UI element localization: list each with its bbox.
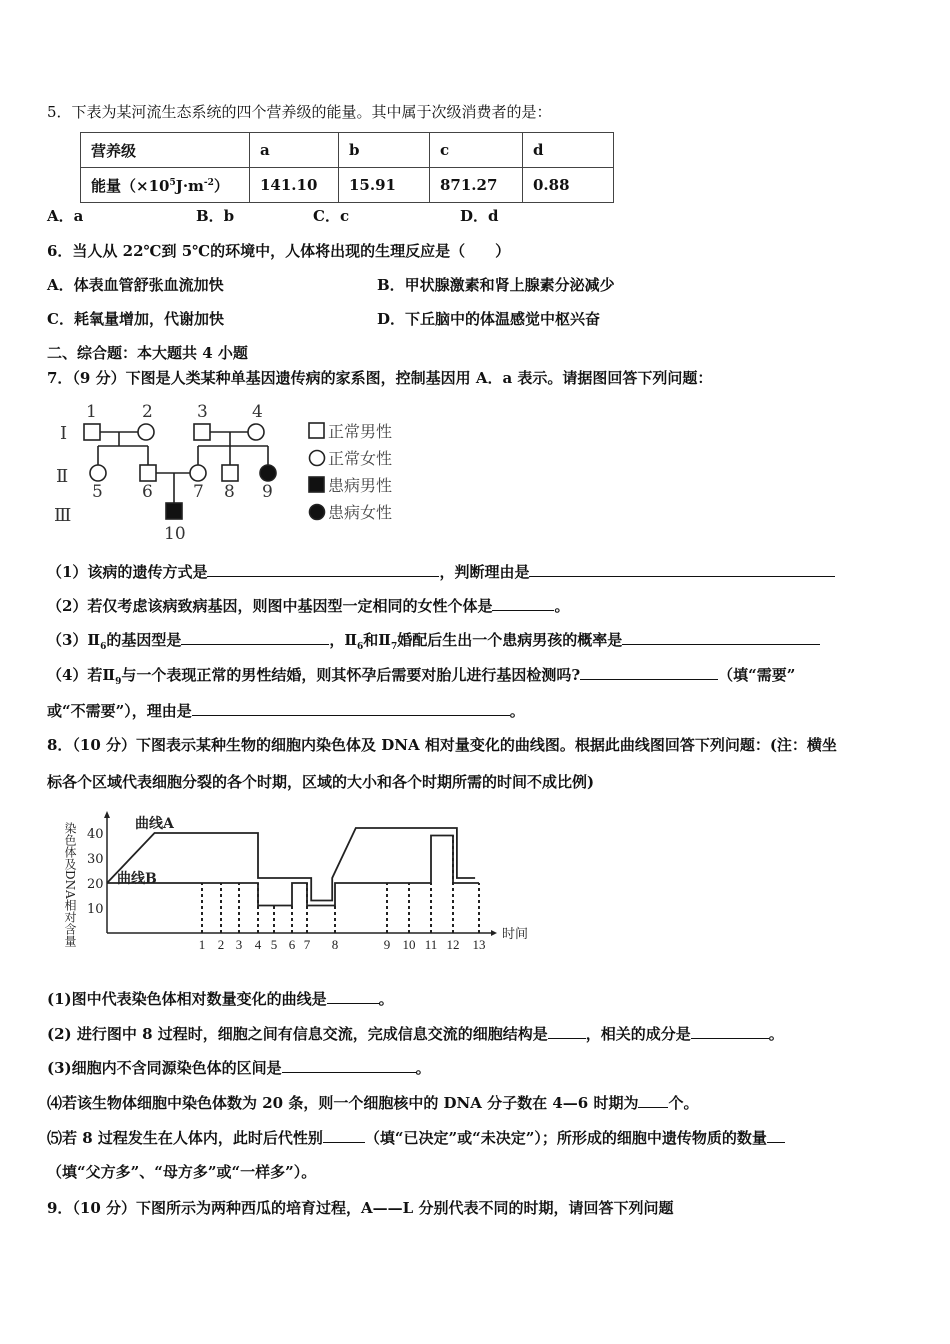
pedigree-chart bbox=[40, 395, 440, 545]
text: (1)图中代表染色体相对数量变化的曲线是 bbox=[47, 990, 327, 1008]
x-tick-label: 2 bbox=[217, 937, 225, 952]
q8-sub5 bbox=[47, 1128, 785, 1148]
text: 。 bbox=[554, 597, 570, 615]
x-tick-label: 4 bbox=[254, 937, 262, 952]
energy-table bbox=[80, 132, 614, 203]
x-tick-label: 6 bbox=[288, 937, 296, 952]
text: 。 bbox=[378, 990, 394, 1008]
male-normal-icon bbox=[140, 465, 156, 481]
y-tick-label: 10 bbox=[87, 902, 104, 917]
answer-blank[interactable] bbox=[548, 1024, 586, 1039]
y-tick-label: 40 bbox=[87, 827, 104, 842]
text: 。 bbox=[509, 702, 525, 720]
x-tick-label: 10 bbox=[402, 937, 416, 952]
generation-label: Ⅱ bbox=[56, 466, 69, 487]
x-tick-label: 7 bbox=[303, 937, 311, 952]
q7-sub4-cont bbox=[47, 701, 525, 721]
q8-sub3 bbox=[47, 1058, 431, 1078]
answer-blank[interactable] bbox=[580, 665, 718, 680]
individual-number: 7 bbox=[193, 482, 204, 502]
row-label: 能量（×10 bbox=[91, 176, 170, 195]
curve-a-line bbox=[107, 828, 475, 901]
y-tick-label: 20 bbox=[87, 877, 104, 892]
subscript: 7 bbox=[390, 642, 398, 652]
x-axis-label: 时间 bbox=[502, 927, 529, 942]
option-d: D．d bbox=[460, 207, 499, 225]
text: ，判断理由是 bbox=[439, 563, 530, 581]
individual-number: 6 bbox=[142, 482, 153, 502]
curve-b-line bbox=[107, 836, 479, 906]
text: （4）若Ⅱ bbox=[47, 666, 116, 684]
legend-label: 正常男性 bbox=[328, 422, 393, 441]
q6-stem: 6．当人从 22℃到 5℃的环境中，人体将出现的生理反应是（ ） bbox=[47, 242, 511, 260]
table-row bbox=[81, 168, 614, 203]
female-normal-icon bbox=[190, 465, 206, 481]
q5-stem: 5．下表为某河流生态系统的四个营养级的能量。其中属于次级消费者的是： bbox=[47, 103, 552, 121]
option-b: B．甲状腺激素和肾上腺素分泌减少 bbox=[377, 276, 615, 294]
text: 和Ⅱ bbox=[363, 631, 391, 649]
answer-blank[interactable] bbox=[327, 989, 379, 1004]
text: 。 bbox=[768, 1025, 784, 1043]
q8-stem-cont: 标各个区域代表细胞分裂的各个时期，区域的大小和各个时期所需的时间不成比例) bbox=[47, 773, 595, 791]
table-cell: 营养级 bbox=[81, 133, 250, 168]
q7-sub2 bbox=[47, 596, 569, 616]
table-cell: d bbox=[523, 133, 614, 168]
answer-blank[interactable] bbox=[207, 562, 439, 577]
female-normal-icon bbox=[90, 465, 106, 481]
x-tick-label: 5 bbox=[270, 937, 278, 952]
series-label-a: 曲线A bbox=[135, 816, 174, 832]
answer-blank[interactable] bbox=[492, 596, 554, 611]
x-axis-arrow-icon bbox=[491, 930, 497, 936]
text: 的基因型是 bbox=[106, 631, 182, 649]
text: ，相关的成分是 bbox=[585, 1025, 691, 1043]
legend-label: 患病男性 bbox=[328, 476, 393, 495]
individual-number: 2 bbox=[142, 402, 153, 422]
q8-sub4 bbox=[47, 1093, 698, 1113]
individual-number: 9 bbox=[262, 482, 273, 502]
individual-number: 5 bbox=[92, 482, 103, 502]
table-cell bbox=[81, 168, 250, 203]
legend-male-affected-icon bbox=[309, 477, 324, 492]
q9-stem: 9．（10 分）下图所示为两种西瓜的培育过程，A——L 分别代表不同的时期，请回答下列问题 bbox=[47, 1199, 674, 1217]
individual-number: 8 bbox=[224, 482, 235, 502]
subscript: 6 bbox=[100, 642, 107, 652]
text: 。 bbox=[415, 1059, 431, 1077]
text: 个。 bbox=[668, 1094, 699, 1112]
q8-sub1 bbox=[47, 989, 394, 1009]
text: ⑸若 8 过程发生在人体内，此时后代性别 bbox=[47, 1129, 323, 1147]
q8-sub5-cont: （填“父方多”、“母方多”或“一样多”）。 bbox=[47, 1163, 317, 1181]
generation-label: Ⅰ bbox=[60, 423, 68, 444]
legend-label: 正常女性 bbox=[328, 449, 393, 468]
x-tick-label: 9 bbox=[383, 937, 391, 952]
answer-blank[interactable] bbox=[181, 630, 329, 645]
row-label-unit: J·m bbox=[175, 176, 204, 195]
male-affected-icon bbox=[166, 503, 182, 519]
x-tick-label: 1 bbox=[198, 937, 206, 952]
option-a: A．体表血管舒张血流加快 bbox=[47, 276, 224, 294]
option-b: B．b bbox=[196, 207, 235, 225]
table-cell: 15.91 bbox=[339, 168, 430, 203]
x-tick-label: 3 bbox=[235, 937, 243, 952]
option-c: C．耗氧量增加，代谢加快 bbox=[47, 310, 224, 328]
y-axis-arrow-icon bbox=[104, 811, 110, 818]
text: （3）Ⅱ bbox=[47, 631, 101, 649]
table-cell: 141.10 bbox=[250, 168, 339, 203]
legend-male-normal-icon bbox=[309, 423, 324, 438]
table-cell: c bbox=[430, 133, 523, 168]
option-d: D．下丘脑中的体温感觉中枢兴奋 bbox=[377, 310, 601, 328]
male-normal-icon bbox=[194, 424, 210, 440]
y-tick-label: 30 bbox=[87, 852, 104, 867]
answer-blank[interactable] bbox=[691, 1024, 769, 1039]
text: (3)细胞内不含同源染色体的区间是 bbox=[47, 1059, 282, 1077]
x-tick-label: 8 bbox=[331, 937, 339, 952]
table-cell: 0.88 bbox=[523, 168, 614, 203]
text: （填“已决定”或“未决定”）；所形成的细胞中遗传物质的数量 bbox=[364, 1129, 767, 1147]
text: (2) 进行图中 8 过程时，细胞之间有信息交流，完成信息交流的细胞结构是 bbox=[47, 1025, 548, 1043]
female-affected-icon bbox=[260, 465, 276, 481]
q8-sub2 bbox=[47, 1024, 784, 1044]
individual-number: 4 bbox=[252, 402, 263, 422]
text: （1）该病的遗传方式是 bbox=[47, 563, 208, 581]
text: 与一个表现正常的男性结婚，则其怀孕后需要对胎儿进行基因检测吗? bbox=[121, 666, 581, 684]
y-axis-label: 染色体及DNA相对含量 bbox=[63, 822, 77, 947]
text: （2）若仅考虑该病致病基因，则图中基因型一定相同的女性个体是 bbox=[47, 597, 493, 615]
answer-blank[interactable] bbox=[192, 701, 510, 716]
table-cell: 871.27 bbox=[430, 168, 523, 203]
answer-blank[interactable] bbox=[529, 562, 835, 577]
generation-label: Ⅲ bbox=[54, 505, 72, 526]
individual-number: 3 bbox=[197, 402, 208, 422]
table-cell: a bbox=[250, 133, 339, 168]
x-tick-label: 12 bbox=[446, 937, 460, 952]
answer-blank[interactable] bbox=[323, 1128, 365, 1143]
individual-number: 10 bbox=[164, 524, 186, 544]
individual-number: 1 bbox=[86, 402, 97, 422]
q7-stem: 7．（9 分）下图是人类某种单基因遗传病的家系图，控制基因用 A．a 表示。请据图回答下列问题： bbox=[47, 369, 713, 387]
subscript: 6 bbox=[357, 642, 364, 652]
female-normal-icon bbox=[248, 424, 264, 440]
option-c: C．c bbox=[313, 207, 350, 225]
series-label-b: 曲线B bbox=[117, 871, 157, 887]
legend-female-normal-icon bbox=[310, 451, 325, 466]
text: 婚配后生出一个患病男孩的概率是 bbox=[397, 631, 623, 649]
answer-blank[interactable] bbox=[638, 1093, 668, 1108]
x-tick-label: 13 bbox=[472, 937, 486, 952]
table-cell: b bbox=[339, 133, 430, 168]
answer-blank[interactable] bbox=[767, 1128, 785, 1143]
row-label-sup: -2 bbox=[203, 177, 214, 188]
legend-female-affected-icon bbox=[310, 505, 325, 520]
answer-blank[interactable] bbox=[282, 1058, 416, 1073]
subscript: 9 bbox=[115, 677, 122, 687]
chromosome-dna-chart bbox=[60, 808, 550, 963]
male-normal-icon bbox=[222, 465, 238, 481]
text: ，Ⅱ bbox=[329, 631, 358, 649]
row-label-end: ） bbox=[213, 176, 229, 195]
text: 或“不需要”），理由是 bbox=[47, 702, 192, 720]
x-tick-label: 11 bbox=[424, 937, 438, 952]
q7-sub1 bbox=[47, 562, 835, 582]
section-heading: 二、综合题：本大题共 4 小题 bbox=[47, 344, 248, 362]
q8-stem: 8．（10 分）下图表示某种生物的细胞内染色体及 DNA 相对量变化的曲线图。根据此曲线图回答下列问题：(注：横坐 bbox=[47, 736, 837, 754]
text: （填“需要” bbox=[718, 666, 796, 684]
male-normal-icon bbox=[84, 424, 100, 440]
legend-label: 患病女性 bbox=[328, 503, 393, 522]
female-normal-icon bbox=[138, 424, 154, 440]
text: ⑷若该生物体细胞中染色体数为 20 条，则一个细胞核中的 DNA 分子数在 4—6 时期为 bbox=[47, 1094, 639, 1112]
q7-sub3 bbox=[47, 630, 820, 657]
row-label-sup: 5 bbox=[169, 177, 176, 188]
q7-sub4 bbox=[47, 665, 795, 692]
answer-blank[interactable] bbox=[622, 630, 820, 645]
option-a: A．a bbox=[47, 207, 84, 225]
table-row bbox=[81, 133, 614, 168]
